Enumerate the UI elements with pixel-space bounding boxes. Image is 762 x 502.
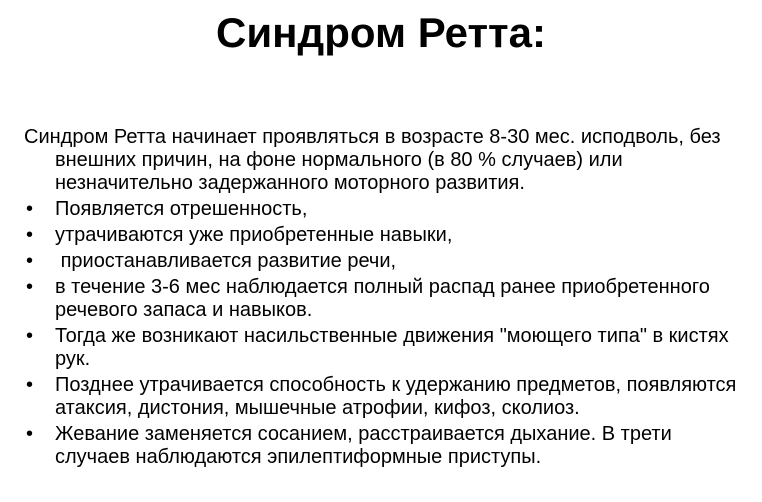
list-item	[24, 250, 740, 273]
bullet-icon: •	[26, 224, 34, 246]
list-item	[24, 325, 740, 371]
slide-title: Синдром Ретта:	[216, 9, 546, 56]
bullet-icon: •	[26, 198, 34, 220]
list-item	[24, 198, 740, 221]
bullet-icon: •	[26, 325, 34, 347]
bullet-icon: •	[26, 423, 34, 445]
bullet-list	[24, 198, 740, 469]
bullet-icon: •	[26, 250, 34, 272]
list-item	[24, 374, 740, 420]
list-item	[24, 423, 740, 469]
bullet-icon: •	[26, 276, 34, 298]
list-item-text: Появляется отрешенность,	[55, 198, 308, 220]
intro-paragraph: Синдром Ретта начинает проявляться в возрасте 8-30 мес. исподволь, без внешних причин, на фоне нормального (в 80 % случаев) или незначительно задержанного моторного развития.	[24, 126, 721, 194]
list-item	[24, 224, 740, 247]
list-item-text: в течение 3-6 мес наблюдается полный распад ранее приобретенного речевого запаса и навыков.	[55, 276, 710, 321]
slide-body	[24, 126, 740, 472]
list-item-text: Жевание заменяется сосанием, расстраивается дыхание. В трети случаев наблюдаются эпилептиформные приступы.	[55, 423, 672, 468]
list-item-text: приостанавливается развитие речи,	[55, 250, 397, 272]
list-item-text: утрачиваются уже приобретенные навыки,	[55, 224, 453, 246]
list-item-text: Позднее утрачивается способность к удержанию предметов, появляются атаксия, дистония, мышечные атрофии, кифоз, сколиоз.	[55, 374, 737, 419]
bullet-icon: •	[26, 374, 34, 396]
list-item-text: Тогда же возникают насильственные движения "моющего типа" в кистях рук.	[55, 325, 729, 370]
list-item	[24, 276, 740, 322]
